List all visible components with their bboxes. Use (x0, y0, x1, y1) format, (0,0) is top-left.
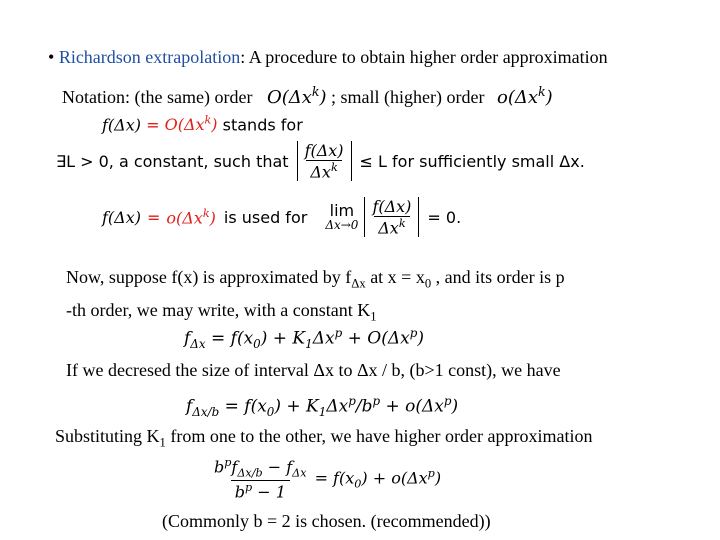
def1-eq: = (146, 115, 160, 135)
equation-1: $f_{\Delta x} = f(x_0) + K_1\Delta x^p + O(\Delta x^p)$ (184, 326, 424, 352)
def3-abs-fraction: $\frac{f(\Delta x)}{\Delta x^k}$ (364, 197, 419, 237)
paragraph-3: Substituting $K_1$ from one to the other, we have higher order approximation (55, 426, 593, 450)
def2-suffix: ≤ L for sufficiently small Δx. (359, 151, 585, 171)
bullet-line (48, 47, 608, 68)
notation-label: Notation: (the same) order (62, 87, 253, 107)
eq3-fraction: $\frac{b^pf_{\Delta x/b} - f_{\Delta x}}{b^p - 1}$ (214, 456, 307, 501)
def3-limit: lim Δx→0 (325, 200, 359, 233)
term-richardson-extrapolation: Richardson extrapolation (58, 47, 241, 67)
notation-separator: ; small (higher) order (331, 87, 485, 107)
def3-mid: is used for (223, 207, 308, 227)
definition-line-3 (102, 192, 461, 242)
def3-lhs: f(Δx) (102, 207, 141, 227)
def2-abs-fraction: $\frac{f(\Delta x)}{\Delta x^k}$ (297, 141, 352, 181)
def3-eq: = (146, 207, 161, 227)
small-o-notation: $o(\Delta x^k)$ (497, 84, 553, 108)
big-o-notation: $O(\Delta x^k)$ (266, 84, 327, 108)
definition-line-1 (102, 114, 303, 134)
paragraph-2: If we decresed the size of interval Δx to Δx / b, (b>1 const), we have (66, 360, 561, 380)
bullet-mark: • (48, 47, 55, 67)
paragraph-1 (66, 264, 565, 329)
paragraph-1-line-2: -th order, we may write, with a constant $K_1$ (66, 299, 377, 324)
notation-line (62, 84, 553, 108)
def3-suffix: = 0. (427, 207, 462, 227)
eq3-rhs: = $f(x_0) + o(\Delta x^p)$ (314, 466, 442, 491)
definition-line-2 (56, 138, 585, 184)
def2-prefix: ∃L > 0, a constant, such that (56, 151, 289, 171)
paragraph-1-line-1: Now, suppose f(x) is approximated by $f_{\Delta x}$ at $x = x_0$ , and its order is p (66, 267, 565, 291)
def1-lhs: f(Δx) (102, 115, 141, 135)
recommendation-note: (Commonly b = 2 is chosen. (recommended)) (162, 511, 491, 531)
bullet-description: : A procedure to obtain higher order approximation (240, 47, 608, 67)
equation-2: $f_{\Delta x/b} = f(x_0) + K_1\Delta x^p/b^p + o(\Delta x^p)$ (186, 394, 459, 420)
equation-3 (210, 456, 441, 501)
def1-tail: stands for (222, 115, 303, 135)
def1-rhs: $O(\Delta x^k)$ (164, 114, 218, 135)
def3-rhs: $o(\Delta x^k)$ (166, 206, 216, 228)
